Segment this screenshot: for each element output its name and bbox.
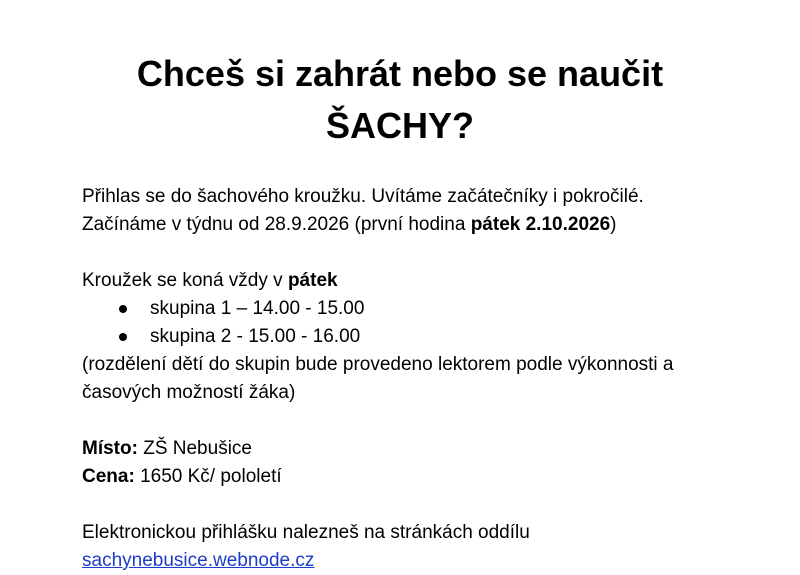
schedule-prefix: Kroužek se koná vždy v [82, 270, 288, 291]
price-value: 1650 Kč/ pololetí [134, 466, 282, 487]
title-line-2: ŠACHY? [325, 105, 474, 146]
bullet-icon [119, 333, 127, 341]
group-item [82, 295, 782, 323]
group-label: skupina 2 - 15.00 - 16.00 [150, 326, 361, 347]
place-label: Místo: [82, 438, 138, 459]
place-value: ZŠ Nebušice [137, 438, 252, 459]
group-list [82, 295, 782, 351]
page-title [0, 48, 800, 152]
first-lesson-date: pátek 2.10.2026 [470, 214, 611, 235]
group-note-line-1: (rozdělení dětí do skupin bude provedeno lektorem podle výkonnosti a [82, 354, 674, 375]
intro-line-2 [82, 211, 782, 239]
price-line [82, 463, 782, 491]
signup-link-line [82, 547, 782, 575]
document-body [82, 183, 782, 575]
spacer [82, 407, 782, 435]
spacer [82, 491, 782, 519]
intro-start-text: Začínáme v týdnu od 28.9.2026 (první hodina [82, 214, 471, 235]
schedule-day: pátek [287, 270, 338, 291]
group-label: skupina 1 – 14.00 - 15.00 [150, 298, 365, 319]
bullet-icon [119, 305, 127, 313]
schedule-heading [82, 267, 782, 295]
group-note-line-2: časových možností žáka) [82, 382, 296, 403]
title-line-1: Chceš si zahrát nebo se naučit [136, 53, 664, 94]
club-website-link[interactable]: sachynebusice.webnode.cz [82, 550, 315, 571]
spacer [82, 239, 782, 267]
price-label: Cena: [82, 466, 135, 487]
intro-end-text: ) [610, 214, 617, 235]
intro-line-1: Přihlas se do šachového kroužku. Uvítáme začátečníky i pokročilé. [82, 186, 644, 207]
group-item [82, 323, 782, 351]
place-line [82, 435, 782, 463]
signup-text: Elektronickou přihlášku nalezneš na stránkách oddílu [82, 522, 530, 543]
